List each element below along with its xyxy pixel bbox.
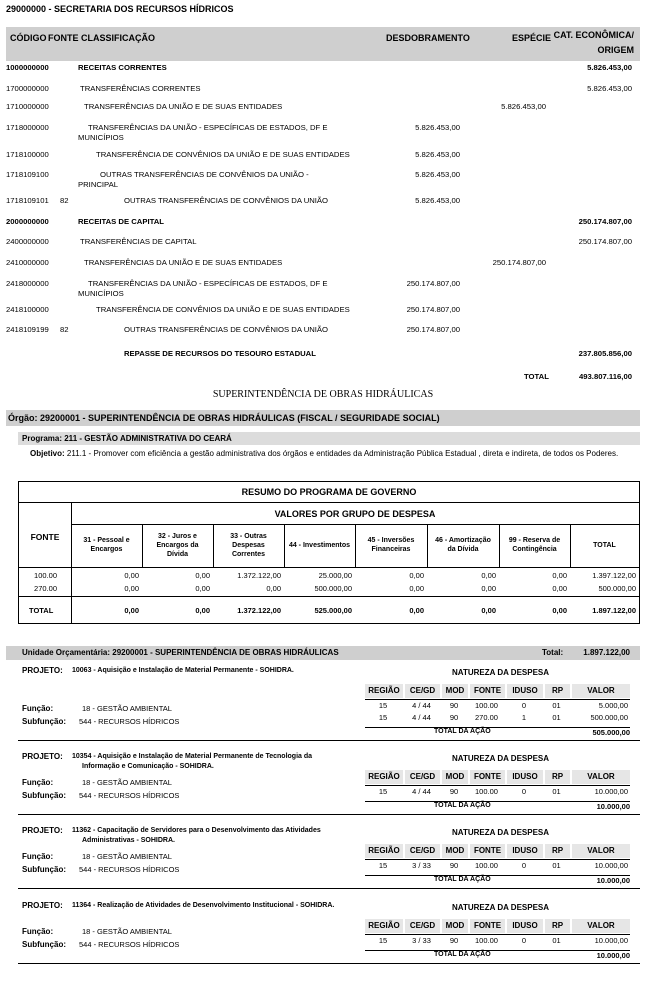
resumo-col-header: 33 - Outras [230,532,267,540]
natureza-header: RP [545,919,570,933]
natureza-cell: 01 [552,936,561,945]
row-descricao: TRANSFERÊNCIAS CORRENTES [80,84,201,93]
row-codigo: 2418109199 [6,325,49,334]
top-row [0,305,646,325]
total-acao-label: TOTAL DA AÇÃO [434,951,491,958]
natureza-rows-box [365,699,630,728]
row-especie: 5.826.453,00 [501,102,546,111]
row-desdobramento: 250.174.807,00 [406,279,460,288]
objetivo-label: Objetivo: [30,449,65,458]
subfuncao-label: Subfunção: [22,865,66,874]
natureza-rows-box [365,859,630,876]
row-descricao: TRANSFERÊNCIAS DA UNIÃO - ESPECÍFICAS DE ESTADOS, DF E [88,123,328,132]
natureza-rows-box [365,785,630,802]
natureza-header: REGIÃO [365,684,403,698]
row-descricao: TRANSFERÊNCIAS DA UNIÃO E DE SUAS ENTIDADES [84,258,283,267]
natureza-header: IDUSO [507,844,543,858]
resumo-total-cell: 0,00 [124,606,139,615]
resumo-cell: 0,00 [481,571,496,580]
natureza-cell: 15 [378,936,388,945]
row-descricao: TRANSFERÊNCIAS DA UNIÃO E DE SUAS ENTIDADES [84,102,283,111]
row-codigo: 2418100000 [6,305,49,314]
natureza-header: CE/GD [405,770,440,784]
resumo-cell: 1.372.122,00 [237,571,281,580]
resumo-col-header: da Dívida [447,546,479,553]
natureza-label: NATUREZA DA DESPESA [452,903,550,912]
header-desdobramento: DESDOBRAMENTO [386,33,470,43]
natureza-header: VALOR [572,770,630,784]
natureza-cell: 5.000,00 [598,701,628,710]
resumo-row-fonte: 100.00 [34,571,57,580]
top-row [0,325,646,345]
natureza-label: NATUREZA DA DESPESA [452,668,550,677]
row-descricao-cont: MUNICÍPIOS [78,133,124,142]
resumo-subtitle: VALORES POR GRUPO DE DESPESA [274,509,436,519]
natureza-header: IDUSO [507,684,543,698]
natureza-header: MOD [442,844,468,858]
natureza-cell: 3 / 33 [412,936,431,945]
total-value: 493.807.116,00 [578,372,632,381]
header-especie: ESPÉCIE [512,33,552,43]
natureza-cell: 270.00 [475,713,498,722]
resumo-cell: 0,00 [481,584,496,593]
top-row [0,84,646,104]
natureza-cell: 4 / 44 [412,787,431,796]
natureza-cell: 90 [449,936,459,945]
natureza-cell: 15 [378,861,388,870]
top-row [0,63,646,83]
unidade-total-value: 1.897.122,00 [583,648,630,657]
natureza-cell: 90 [449,861,459,870]
natureza-header: CE/GD [405,919,440,933]
resumo-col-header: 46 - Amortização [435,537,491,544]
row-codigo: 1718000000 [6,123,49,132]
natureza-cell: 15 [378,713,388,722]
top-row [0,258,646,278]
resumo-total-cell: 1.372.122,00 [237,606,281,615]
projeto-titulo: 10354 - Aquisição e Instalação de Material Permanente de Tecnologia da [72,753,313,760]
resumo-total-label: TOTAL [29,606,54,615]
top-row [0,237,646,257]
resumo-col-header: 32 - Juros e [158,532,197,540]
resumo-total-cell: 1.897.122,00 [592,606,636,615]
unidade-bar [6,646,640,660]
resumo-total-cell: 0,00 [481,606,496,615]
row-desdobramento: 5.826.453,00 [415,150,460,159]
projeto-label: PROJETO: [22,752,63,761]
projeto-separator [18,740,640,741]
resumo-col-header: Financeiras [371,546,411,553]
natureza-cell: 10.000,00 [594,861,628,870]
orgao-bar [6,410,640,426]
resumo-cell: 0,00 [552,584,567,593]
natureza-header: RP [545,844,570,858]
natureza-cell: 100.00 [475,701,498,710]
row-descricao: OUTRAS TRANSFERÊNCIAS DE CONVÊNIOS DA UNIÃO - [100,170,309,179]
top-row [0,217,646,237]
row-fonte: 82 [60,325,69,334]
funcao-label: Função: [22,778,54,787]
projeto-separator [18,814,640,815]
top-row [0,102,646,122]
natureza-header: FONTE [470,919,505,933]
natureza-header: CE/GD [405,844,440,858]
natureza-cell: 10.000,00 [594,787,628,796]
projeto-titulo: 11362 - Capacitação de Servidores para o Desenvolvimento das Atividades [72,827,321,834]
natureza-cell: 15 [378,701,388,710]
row-especie: 250.174.807,00 [492,258,546,267]
row-descricao: OUTRAS TRANSFERÊNCIAS DE CONVÊNIOS DA UNIÃO [124,196,329,205]
projeto-titulo-cont: Informação e Comunicação - SOHIDRA. [82,763,214,770]
programa-text: Programa: 211 - GESTÃO ADMINISTRATIVA DO CEARÁ [22,434,232,443]
natureza-cell: 0 [521,787,527,796]
resumo-col-header: Dívida [166,550,188,558]
resumo-col-header: Correntes [231,550,266,558]
total-label: TOTAL [524,372,549,381]
objetivo-text: 211.1 - Promover com eficiência a gestão administrativa dos órgãos e entidades da Administração Pública Estadual , direta e indireta, de todos os Poderes. [66,449,619,458]
orgao-text: Órgão: 29200001 - SUPERINTENDÊNCIA DE OBRAS HIDRÁULICAS (FISCAL / SEGURIDADE SOCIAL) [8,413,440,423]
resumo-cell: 0,00 [266,584,281,593]
row-descricao-cont: MUNICÍPIOS [78,289,124,298]
natureza-cell: 4 / 44 [412,701,431,710]
natureza-cell: 100.00 [475,936,498,945]
funcao-value: 18 - GESTÃO AMBIENTAL [82,778,172,787]
row-descricao: RECEITAS DE CAPITAL [78,217,164,226]
natureza-header: MOD [442,919,468,933]
resumo-fonte-header: FONTE [30,532,60,542]
subfuncao-label: Subfunção: [22,791,66,800]
natureza-header: CE/GD [405,684,440,698]
row-descricao: RECEITAS CORRENTES [78,63,167,72]
repasse-label: REPASSE DE RECURSOS DO TESOURO ESTADUAL [124,349,316,358]
total-acao-label: TOTAL DA AÇÃO [434,802,491,809]
natureza-cell: 1 [521,713,527,722]
top-table-header [6,27,640,61]
natureza-header: FONTE [470,770,505,784]
resumo-cell: 0,00 [552,571,567,580]
subfuncao-label: Subfunção: [22,940,66,949]
natureza-cell: 500.000,00 [590,713,628,722]
funcao-value: 18 - GESTÃO AMBIENTAL [82,927,172,936]
resumo-col-header: TOTAL [593,541,616,549]
natureza-header: IDUSO [507,919,543,933]
natureza-cell: 90 [449,787,459,796]
natureza-cell: 0 [521,701,527,710]
row-codigo: 1710000000 [6,102,49,111]
natureza-cell: 100.00 [475,861,498,870]
programa-bar [18,432,640,445]
natureza-cell: 0 [521,861,527,870]
row-descricao: TRANSFERÊNCIAS DE CAPITAL [80,237,197,246]
natureza-header: FONTE [470,684,505,698]
section-title: SUPERINTENDÊNCIA DE OBRAS HIDRÁULICAS [212,389,434,400]
total-acao-value: 10.000,00 [596,951,630,960]
resumo-cell: 0,00 [124,584,139,593]
resumo-cell: 500.000,00 [314,584,352,593]
resumo-total-cell: 0,00 [552,606,567,615]
row-codigo: 1700000000 [6,84,49,93]
row-codigo: 2418000000 [6,279,49,288]
funcao-label: Função: [22,704,54,713]
unidade-label: Unidade Orçamentária: 29200001 - SUPERINTENDÊNCIA DE OBRAS HIDRÁULICAS [22,648,339,657]
natureza-cell: 15 [378,787,388,796]
resumo-cell: 0,00 [124,571,139,580]
row-codigo: 2400000000 [6,237,49,246]
natureza-header: VALOR [572,844,630,858]
top-row [0,279,646,299]
resumo-col-header: Despesas [232,541,265,549]
row-codigo: 1718109100 [6,170,49,179]
natureza-cell: 3 / 33 [412,861,431,870]
natureza-cell: 01 [552,787,561,796]
row-categoria: 250.174.807,00 [578,237,632,246]
header-origem: ORIGEM [597,45,634,55]
resumo-cell: 0,00 [195,584,210,593]
natureza-cell: 90 [449,701,459,710]
top-row [0,196,646,216]
row-codigo: 1718109101 [6,196,49,205]
subfuncao-value: 544 - RECURSOS HÍDRICOS [79,791,180,800]
header-codigo: CÓDIGO [10,33,47,43]
resumo-col-header: Contingência [512,546,557,553]
repasse-value: 237.805.856,00 [578,349,632,358]
natureza-header: REGIÃO [365,844,403,858]
projeto-label: PROJETO: [22,826,63,835]
natureza-cell: 01 [552,701,561,710]
subfuncao-label: Subfunção: [22,717,66,726]
natureza-cell: 90 [449,713,459,722]
resumo-col-header: 45 - Inversões [367,537,415,544]
natureza-header: MOD [442,770,468,784]
resumo-cell: 25.000,00 [318,571,352,580]
unidade-total-label: Total: [542,648,564,657]
resumo-col-header: Encargos [90,546,123,553]
projeto-label: PROJETO: [22,901,63,910]
natureza-cell: 4 / 44 [412,713,431,722]
total-acao-value: 505.000,00 [592,728,630,737]
natureza-header: REGIÃO [365,919,403,933]
natureza-cell: 100.00 [475,787,498,796]
header-fonte-classificacao: FONTE CLASSIFICAÇÃO [48,33,155,43]
top-row [0,170,646,190]
resumo-total-cell: 0,00 [195,606,210,615]
resumo-col-header: 44 - Investimentos [288,541,351,549]
natureza-header: MOD [442,684,468,698]
natureza-cell: 0 [521,936,527,945]
subfuncao-value: 544 - RECURSOS HÍDRICOS [79,940,180,949]
row-codigo: 2410000000 [6,258,49,267]
resumo-total-cell: 525.000,00 [314,606,352,615]
row-desdobramento: 5.826.453,00 [415,170,460,179]
row-codigo: 1000000000 [6,63,49,72]
total-acao-value: 10.000,00 [596,876,630,885]
subfuncao-value: 544 - RECURSOS HÍDRICOS [79,865,180,874]
row-descricao-cont: PRINCIPAL [78,180,119,189]
row-fonte: 82 [60,196,69,205]
resumo-cell: 0,00 [409,584,424,593]
resumo-total-cell: 0,00 [409,606,424,615]
total-acao-value: 10.000,00 [596,802,630,811]
total-acao-label: TOTAL DA AÇÃO [434,728,491,735]
resumo-col-header: 99 - Reserva de [508,537,561,544]
funcao-value: 18 - GESTÃO AMBIENTAL [82,704,172,713]
row-descricao: TRANSFERÊNCIAS DA UNIÃO - ESPECÍFICAS DE ESTADOS, DF E [88,279,328,288]
projeto-titulo: 11364 - Realização de Atividades de Desenvolvimento Institucional - SOHIDRA. [72,902,335,909]
projeto-separator [18,963,640,964]
resumo-cell: 500.000,00 [598,584,636,593]
header-cat-economica: CAT. ECONÔMICA/ [553,30,634,40]
natureza-label: NATUREZA DA DESPESA [452,828,550,837]
row-descricao: TRANSFERÊNCIA DE CONVÊNIOS DA UNIÃO E DE SUAS ENTIDADES [96,305,350,314]
row-codigo: 2000000000 [6,217,49,226]
projeto-label: PROJETO: [22,666,63,675]
row-codigo: 1718100000 [6,150,49,159]
subfuncao-value: 544 - RECURSOS HÍDRICOS [79,717,180,726]
row-desdobramento: 5.826.453,00 [415,123,460,132]
top-row [0,123,646,143]
funcao-label: Função: [22,927,54,936]
natureza-header: VALOR [572,919,630,933]
row-descricao: TRANSFERÊNCIA DE CONVÊNIOS DA UNIÃO E DE SUAS ENTIDADES [96,150,350,159]
natureza-header: RP [545,684,570,698]
natureza-header: RP [545,770,570,784]
projeto-separator [18,888,640,889]
row-descricao: OUTRAS TRANSFERÊNCIAS DE CONVÊNIOS DA UNIÃO [124,325,329,334]
row-categoria: 5.826.453,00 [587,63,632,72]
projeto-titulo-cont: Administrativas - SOHIDRA. [82,837,175,844]
natureza-cell: 01 [552,861,561,870]
resumo-col-header: 31 - Pessoal e [83,537,130,544]
projeto-titulo: 10063 - Aquisição e Instalação de Material Permanente - SOHIDRA. [72,667,294,674]
resumo-cell: 1.397.122,00 [592,571,636,580]
funcao-value: 18 - GESTÃO AMBIENTAL [82,852,172,861]
natureza-cell: 10.000,00 [594,936,628,945]
total-acao-label: TOTAL DA AÇÃO [434,876,491,883]
row-desdobramento: 250.174.807,00 [406,305,460,314]
row-desdobramento: 250.174.807,00 [406,325,460,334]
natureza-label: NATUREZA DA DESPESA [452,754,550,763]
natureza-header: VALOR [572,684,630,698]
row-desdobramento: 5.826.453,00 [415,196,460,205]
resumo-cell: 0,00 [409,571,424,580]
resumo-title: RESUMO DO PROGRAMA DE GOVERNO [241,487,417,497]
objetivo [30,449,618,458]
resumo-row-fonte: 270.00 [34,584,57,593]
funcao-label: Função: [22,852,54,861]
natureza-header: REGIÃO [365,770,403,784]
natureza-header: IDUSO [507,770,543,784]
resumo-table [18,481,640,624]
natureza-cell: 01 [552,713,561,722]
row-categoria: 5.826.453,00 [587,84,632,93]
natureza-header: FONTE [470,844,505,858]
resumo-cell: 0,00 [195,571,210,580]
natureza-rows-box [365,934,630,951]
document-title: 29000000 - SECRETARIA DOS RECURSOS HÍDRICOS [6,4,234,14]
top-row [0,150,646,170]
row-categoria: 250.174.807,00 [578,217,632,226]
resumo-col-header: Encargos da [156,541,199,549]
